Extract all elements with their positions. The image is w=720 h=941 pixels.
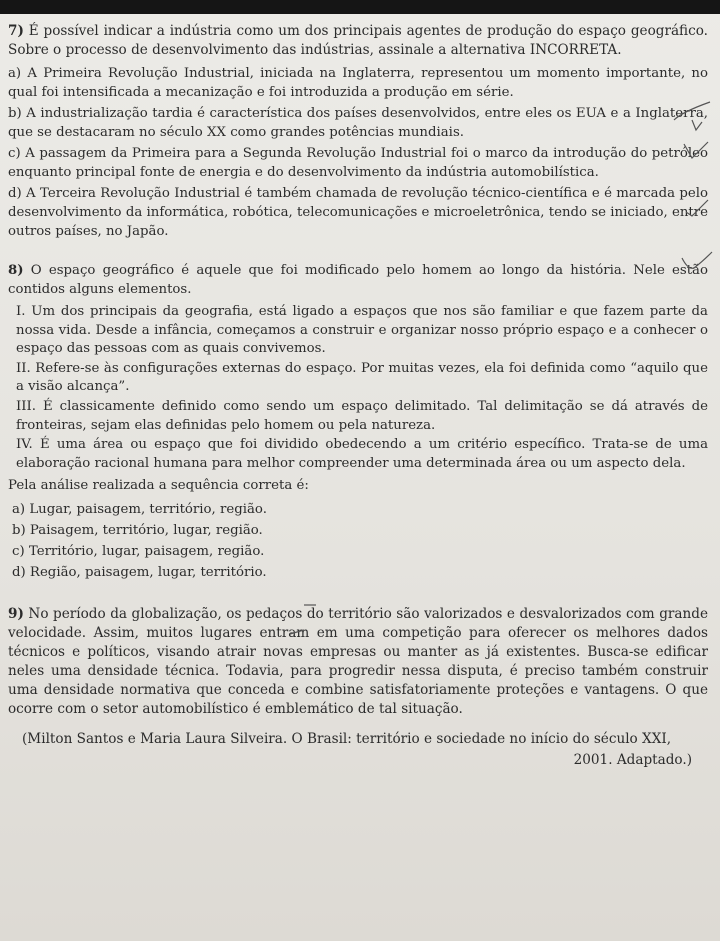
question-9-source-year: 2001. Adaptado.) bbox=[573, 752, 692, 769]
question-8-option-a: a) Lugar, paisagem, território, região. bbox=[12, 502, 267, 518]
question-8-option-b: b) Paisagem, território, lugar, região. bbox=[12, 523, 263, 539]
question-7-alternative-d: d) A Terceira Revolução Industrial é também chamada de revolução técnico-científica e é marcada pelo desenvolvimento da informática, robótica, telecomunicações e microeletrônica, tendo se iniciado, entre outros países, no Japão. bbox=[8, 186, 708, 239]
question-8-item-3: III. É classicamente definido como sendo um espaço delimitado. Tal delimitação se dá através de fronteiras, sejam elas definidas pelo homem ou pela natureza. bbox=[16, 398, 708, 433]
page-top-edge bbox=[0, 0, 720, 14]
question-7-alternative-b: b) A industrialização tardia é característica dos países desenvolvidos, entre eles os EUA e a Inglaterra, que se destacaram no século XX como grandes potências mundiais. bbox=[8, 106, 708, 140]
question-7-number: 7) bbox=[8, 23, 24, 39]
question-8-text: O espaço geográfico é aquele que foi modificado pelo homem ao longo da história. Nele estão contidos alguns elementos. bbox=[8, 263, 708, 297]
question-8 bbox=[8, 261, 708, 583]
question-9-source: (Milton Santos e Maria Laura Silveira. O Brasil: território e sociedade no início do século XXI, bbox=[22, 731, 672, 748]
exam-content bbox=[8, 22, 708, 783]
question-7-alternative-c: c) A passagem da Primeira para a Segunda Revolução Industrial foi o marco da introdução do petróleo enquanto principal fonte de energia e do desenvolvimento da indústria automobilística. bbox=[8, 146, 708, 180]
question-9-text: No período da globalização, os pedaços do território são valorizados e desvalorizados com grande velocidade. Assim, muitos lugares entram em uma competição para oferecer os melhores dados técnicos e políticos, visando atrair novas empresas ou manter as já existentes. Busca-se edificar neles uma densidade técnica. Todavia, para progredir nessa disputa, é preciso também construir uma densidade normativa que conceda e combine satisfatoriamente proteções e vantagens. O que ocorre com o setor automobilístico é emblemático de tal situação. bbox=[8, 606, 709, 718]
check-mark-icon bbox=[684, 196, 712, 218]
question-9 bbox=[8, 605, 708, 771]
question-9-stem bbox=[8, 605, 708, 719]
question-8-number: 8) bbox=[8, 263, 24, 278]
question-7-alternative-a: a) A Primeira Revolução Industrial, iniciada na Inglaterra, representou um momento importante, no qual foi intensificada a mecanização e foi introduzida a produção em série. bbox=[8, 66, 708, 100]
question-8-stem bbox=[8, 261, 708, 299]
check-mark-icon bbox=[680, 250, 714, 274]
question-8-option-c: c) Território, lugar, paisagem, região. bbox=[12, 544, 265, 560]
question-7-text: É possível indicar a indústria como um dos principais agentes de produção do espaço geográfico. Sobre o processo de desenvolvimento das indústrias, assinale a alternativa INCORRETA. bbox=[8, 23, 709, 58]
dash-mark-icon bbox=[302, 602, 318, 608]
question-7 bbox=[8, 22, 708, 241]
question-8-item-2: II. Refere-se às configurações externas do espaço. Por muitas vezes, ela foi definida como “aquilo que a visão alcança”. bbox=[16, 360, 708, 395]
dash-mark-icon bbox=[288, 628, 306, 636]
question-8-option-d: d) Região, paisagem, lugar, território. bbox=[12, 565, 267, 581]
question-7-stem bbox=[8, 22, 708, 60]
question-8-item-4: IV. É uma área ou espaço que foi dividido obedecendo a um critério específico. Trata-se de uma elaboração racional humana para melhor compreender uma determinada área ou um aspecto dela. bbox=[16, 437, 708, 471]
question-9-number: 9) bbox=[8, 606, 24, 623]
check-mark-icon bbox=[690, 118, 710, 134]
question-8-prompt: Pela análise realizada a sequência correta é: bbox=[8, 478, 309, 494]
question-8-item-1: I. Um dos principais da geografia, está ligado a espaços que nos são familiar e que fazem parte da nossa vida. Desde a infância, começamos a construir e organizar nosso próprio espaço e a conhecer o espaço das pessoas com as quais convivemos. bbox=[16, 304, 708, 357]
check-mark-icon bbox=[682, 140, 712, 162]
